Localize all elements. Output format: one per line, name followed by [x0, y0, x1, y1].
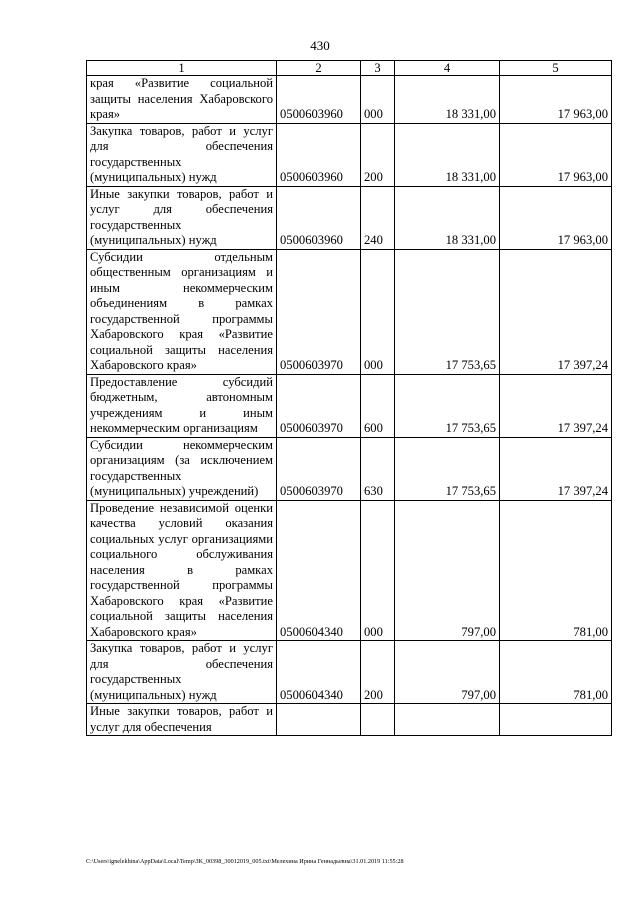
- row-name: Субсидии некоммерческим организациям (за исключением государственных (муниципальных) учреждений): [87, 437, 277, 500]
- row-expense-type: 630: [361, 437, 395, 500]
- row-target-code: 0500603970: [277, 374, 361, 437]
- row-expense-type: 200: [361, 123, 395, 186]
- row-expense-type: 000: [361, 500, 395, 641]
- column-header-3: 3: [361, 61, 395, 76]
- row-amount-col5: 781,00: [500, 500, 612, 641]
- row-amount-col4: 18 331,00: [395, 186, 500, 249]
- table-row: [87, 123, 612, 186]
- table-row: [87, 374, 612, 437]
- column-header-1: 1: [87, 61, 277, 76]
- row-target-code: 0500604340: [277, 641, 361, 704]
- row-target-code: 0500603970: [277, 249, 361, 374]
- column-header-4: 4: [395, 61, 500, 76]
- row-target-code: [277, 704, 361, 736]
- table-row: [87, 249, 612, 374]
- row-target-code: 0500603960: [277, 76, 361, 124]
- row-expense-type: 240: [361, 186, 395, 249]
- row-target-code: 0500603960: [277, 123, 361, 186]
- row-amount-col5: 17 963,00: [500, 186, 612, 249]
- row-amount-col4: 17 753,65: [395, 374, 500, 437]
- row-amount-col4: 797,00: [395, 641, 500, 704]
- row-target-code: 0500604340: [277, 500, 361, 641]
- row-name: края «Развитие социальной защиты населения Хабаровского края»: [87, 76, 277, 124]
- row-name: Закупка товаров, работ и услуг для обеспечения государственных (муниципальных) нужд: [87, 641, 277, 704]
- table-row: [87, 437, 612, 500]
- column-header-5: 5: [500, 61, 612, 76]
- column-header-2: 2: [277, 61, 361, 76]
- table-row: [87, 500, 612, 641]
- row-target-code: 0500603960: [277, 186, 361, 249]
- table-row: [87, 641, 612, 704]
- row-name: Проведение независимой оценки качества условий оказания социальных услуг организациями социального обслуживания населения в рамках государственной программы Хабаровского края «Развитие социальной защиты населения Хабаровского края»: [87, 500, 277, 641]
- row-amount-col5: 17 963,00: [500, 123, 612, 186]
- row-amount-col5: 17 397,24: [500, 249, 612, 374]
- row-target-code: 0500603970: [277, 437, 361, 500]
- row-expense-type: [361, 704, 395, 736]
- row-amount-col4: 18 331,00: [395, 123, 500, 186]
- table-row: [87, 704, 612, 736]
- row-amount-col5: 17 963,00: [500, 76, 612, 124]
- header-row: [87, 61, 612, 76]
- row-name: Субсидии отдельным общественным организациям и иным некоммерческим объединениям в рамках государственной программы Хабаровского края «Развитие социальной защиты населения Хабаровского края»: [87, 249, 277, 374]
- row-amount-col4: [395, 704, 500, 736]
- row-expense-type: 600: [361, 374, 395, 437]
- row-name: Иные закупки товаров, работ и услуг для обеспечения: [87, 704, 277, 736]
- row-name: Предоставление субсидий бюджетным, автономным учреждениям и иным некоммерческим организациям: [87, 374, 277, 437]
- document-footer-path: C:\Users\ignelekhina\AppData\Local\Temp\ЗК_00398_30012019_005.txt\Мелехина Ирина Геннадьевна\31.01.2019 11:55:28: [86, 858, 404, 865]
- row-name: Иные закупки товаров, работ и услуг для обеспечения государственных (муниципальных) нужд: [87, 186, 277, 249]
- page-number: 430: [310, 38, 330, 53]
- row-expense-type: 000: [361, 249, 395, 374]
- row-expense-type: 200: [361, 641, 395, 704]
- row-amount-col5: 17 397,24: [500, 437, 612, 500]
- table-row: [87, 186, 612, 249]
- row-amount-col4: 18 331,00: [395, 76, 500, 124]
- row-amount-col5: [500, 704, 612, 736]
- table-row: [87, 76, 612, 124]
- row-name: Закупка товаров, работ и услуг для обеспечения государственных (муниципальных) нужд: [87, 123, 277, 186]
- row-amount-col4: 17 753,65: [395, 249, 500, 374]
- row-expense-type: 000: [361, 76, 395, 124]
- budget-table: [86, 60, 612, 736]
- row-amount-col5: 17 397,24: [500, 374, 612, 437]
- row-amount-col4: 17 753,65: [395, 437, 500, 500]
- row-amount-col4: 797,00: [395, 500, 500, 641]
- row-amount-col5: 781,00: [500, 641, 612, 704]
